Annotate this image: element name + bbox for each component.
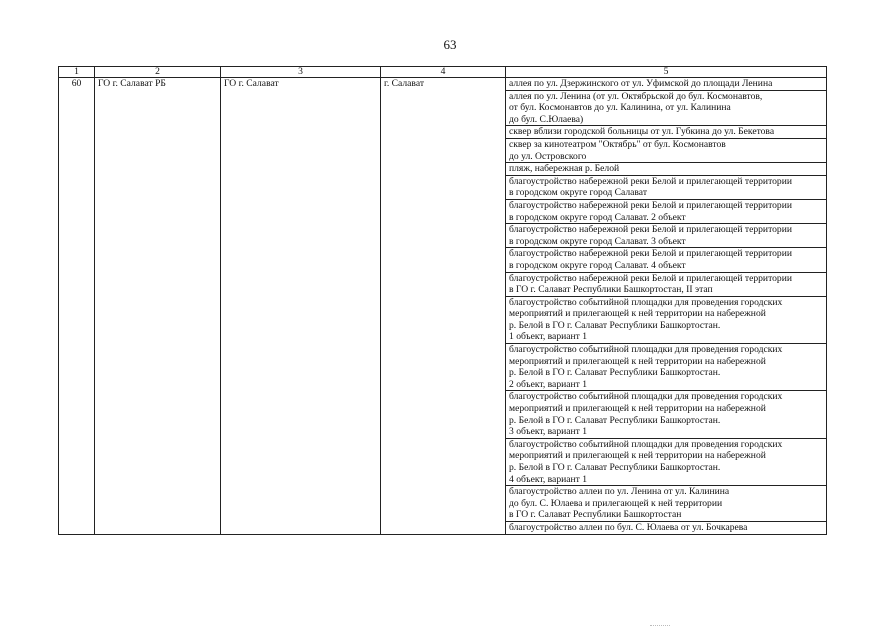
object-description-cell: сквер вблизи городской больницы от ул. Губкина до ул. Бекетова: [506, 126, 827, 139]
header-row: [59, 67, 827, 78]
table-body: [59, 78, 827, 535]
object-description-cell: благоустройство набережной реки Белой и прилегающей территории в ГО г. Салават Республики Башкортостан, II этап: [506, 272, 827, 296]
page-number: 63: [443, 37, 457, 52]
object-description-cell: благоустройство событийной площадки для проведения городских мероприятий и прилегающей к ней территории на набережной р. Белой в ГО г. Салават Республики Башкортостан. 2 объект, вариант 1: [506, 344, 827, 391]
object-description-cell: благоустройство событийной площадки для проведения городских мероприятий и прилегающей к ней территории на набережной р. Белой в ГО г. Салават Республики Башкортостан. 1 объект, вариант 1: [506, 296, 827, 343]
header-col-4: 4: [381, 67, 506, 78]
object-description-cell: сквер за кинотеатром "Октябрь" от бул. Космонавтов до ул. Островского: [506, 138, 827, 162]
document-table: [58, 66, 827, 535]
object-description-cell: благоустройство аллеи по ул. Ленина от ул. Калинина до бул. С. Юлаева и прилегающей к ней территории в ГО г. Салават Республики Башкортостан: [506, 486, 827, 522]
object-description-cell: пляж, набережная р. Белой: [506, 163, 827, 176]
row-number-cell: 60: [59, 78, 95, 535]
object-description-cell: благоустройство набережной реки Белой и прилегающей территории в городском округе город Салават. 2 объект: [506, 199, 827, 223]
object-description-cell: благоустройство событийной площадки для проведения городских мероприятий и прилегающей к ней территории на набережной р. Белой в ГО г. Салават Республики Башкортостан. 4 объект, вариант 1: [506, 438, 827, 485]
object-description-cell: аллея по ул. Дзержинского от ул. Уфимской до площади Ленина: [506, 78, 827, 91]
scan-artifact: [650, 625, 670, 628]
object-description-cell: аллея по ул. Ленина (от ул. Октябрьской до бул. Космонавтов, от бул. Космонавтов до ул. Калинина, от ул. Калинина до бул. С.Юлаева): [506, 90, 827, 126]
header-col-5: 5: [506, 67, 827, 78]
object-description-cell: благоустройство набережной реки Белой и прилегающей территории в городском округе город Салават. 4 объект: [506, 248, 827, 272]
object-description-cell: благоустройство аллеи по бул. С. Юлаева от ул. Бочкарева: [506, 521, 827, 534]
table-header: [59, 67, 827, 78]
district-cell: ГО г. Салават: [221, 78, 381, 535]
header-col-3: 3: [221, 67, 381, 78]
table-row: [59, 78, 827, 91]
object-description-cell: благоустройство набережной реки Белой и прилегающей территории в городском округе город Салават: [506, 175, 827, 199]
header-col-2: 2: [95, 67, 221, 78]
settlement-cell: г. Салават: [381, 78, 506, 535]
object-description-cell: благоустройство набережной реки Белой и прилегающей территории в городском округе город Салават. 3 объект: [506, 224, 827, 248]
municipality-cell: ГО г. Салават РБ: [95, 78, 221, 535]
object-description-cell: благоустройство событийной площадки для проведения городских мероприятий и прилегающей к ней территории на набережной р. Белой в ГО г. Салават Республики Башкортостан. 3 объект, вариант 1: [506, 391, 827, 438]
header-col-1: 1: [59, 67, 95, 78]
